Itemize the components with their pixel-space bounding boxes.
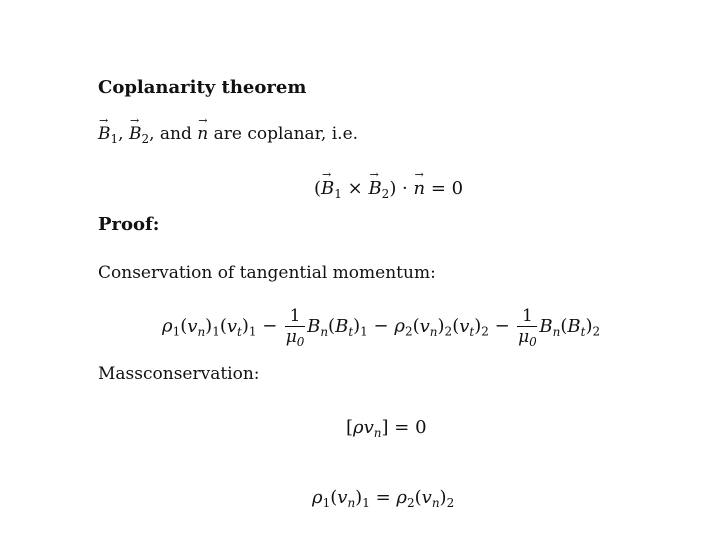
proof-heading: Proof: — [98, 214, 160, 235]
coplanar-equation: (→ $B_1$ × → $B_2$) · → n = 0 — [314, 178, 463, 199]
mass-jump-equation: $[\rho v_n] = 0$ — [346, 417, 427, 440]
momentum-label: Conservation of tangential momentum: — [98, 263, 436, 283]
fraction-one-over-mu0-b: $\frac{1}{\mu_0}$ — [518, 306, 537, 349]
mass-explicit-equation: $\rho_1(v_n)_1 = \rho_2(v_n)_2$ — [312, 487, 455, 510]
theorem-statement: → $B_1$, → $B_2$, and → n are coplanar, i.e. — [98, 124, 358, 144]
vector-n: → n — [197, 124, 208, 144]
vector-b1: → B — [98, 124, 111, 144]
mass-label: Massconservation: — [98, 364, 260, 384]
vector-b2: → B — [129, 124, 142, 144]
momentum-equation: $\rho_1(v_n)_1(v_t)_1$ − $\frac{1}{\mu_0}$ $B_n(B_t)_1 - \rho_2(v_n)_2(v_t)_2$ − $\frac{1}{\mu_0}$ $B_n(B_t)_2$ — [162, 306, 601, 349]
statement-tail: are coplanar, i.e. — [213, 124, 359, 144]
fraction-one-over-mu0-a: $\frac{1}{\mu_0}$ — [285, 306, 305, 349]
section-title: Coplanarity theorem — [98, 77, 307, 98]
